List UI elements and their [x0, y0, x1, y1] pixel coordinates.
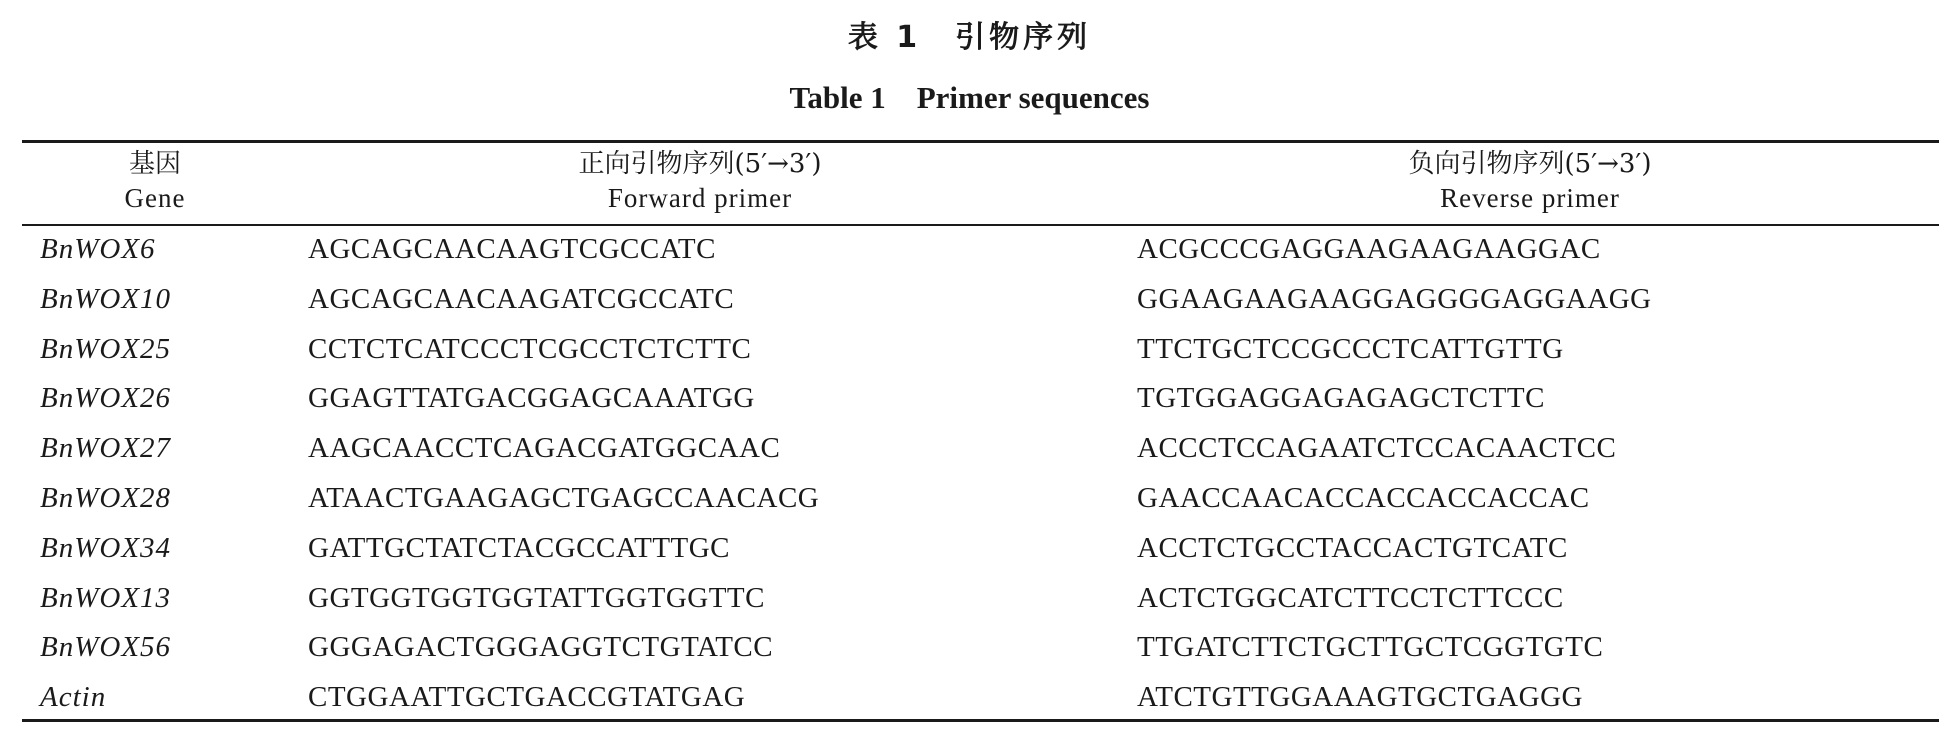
- header-forward-cn: 正向引物序列(5′→3′): [578, 149, 822, 179]
- forward-primer-cell: CCTCTCATCCCTCGCCTCTCTTC: [308, 332, 752, 365]
- table-bottom-rule: [22, 719, 1939, 722]
- forward-primer-cell: CTGGAATTGCTGACCGTATGAG: [308, 681, 746, 714]
- table-caption-english: Table 1 Primer sequences: [789, 80, 1150, 115]
- table-row: [0, 427, 1939, 477]
- forward-primer-cell: GGAGTTATGACGGAGCAAATGG: [308, 382, 755, 415]
- reverse-primer-cell: TGTGGAGGAGAGAGCTCTTC: [1137, 382, 1545, 415]
- reverse-primer-cell: ACGCCCGAGGAAGAAGAAGGAC: [1137, 233, 1601, 265]
- header-gene-cn: 基因: [128, 149, 181, 179]
- gene-name-cell: BnWOX13: [40, 581, 172, 614]
- reverse-primer-cell: GGAAGAAGAAGGAGGGGAGGAAGG: [1137, 282, 1652, 315]
- table-row: [0, 527, 1939, 577]
- table-top-rule: [22, 140, 1939, 143]
- gene-name-cell: BnWOX56: [40, 631, 172, 664]
- header-reverse-cn: 负向引物序列(5′→3′): [1408, 149, 1652, 179]
- reverse-primer-cell: TTGATCTTCTGCTTGCTCGGTGTC: [1137, 631, 1604, 664]
- forward-primer-cell: ATAACTGAAGAGCTGAGCCAACACG: [308, 481, 820, 514]
- table-row: [0, 328, 1939, 378]
- reverse-primer-cell: ACCTCTGCCTACCACTGTCATC: [1137, 531, 1568, 564]
- header-gene-en: Gene: [124, 183, 186, 213]
- header-forward-en: Forward primer: [607, 183, 793, 213]
- gene-name-cell: BnWOX27: [40, 432, 172, 465]
- header-forward-primer: [500, 147, 900, 215]
- table-row: [0, 228, 1939, 278]
- gene-name-cell: Actin: [40, 681, 107, 714]
- header-reverse-en: Reverse primer: [1440, 183, 1620, 213]
- table-header-rule: [22, 224, 1939, 226]
- table-row: [0, 626, 1939, 676]
- gene-name-cell: BnWOX6: [40, 233, 156, 265]
- reverse-primer-cell: GAACCAACACCACCACCACCAC: [1137, 481, 1590, 514]
- table-row: [0, 477, 1939, 527]
- gene-name-cell: BnWOX26: [40, 382, 172, 415]
- header-gene: [90, 147, 220, 215]
- forward-primer-cell: GATTGCTATCTACGCCATTTGC: [308, 531, 731, 564]
- table-row: [0, 377, 1939, 427]
- gene-name-cell: BnWOX10: [40, 282, 172, 315]
- forward-primer-cell: GGGAGACTGGGAGGTCTGTATCC: [308, 631, 774, 664]
- table-row: [0, 577, 1939, 627]
- gene-name-cell: BnWOX34: [40, 531, 172, 564]
- table-body: [0, 228, 1939, 726]
- forward-primer-cell: AGCAGCAACAAGTCGCCATC: [308, 233, 716, 265]
- forward-primer-cell: AAGCAACCTCAGACGATGGCAAC: [308, 432, 781, 465]
- reverse-primer-cell: ACCCTCCAGAATCTCCACAACTCC: [1137, 432, 1617, 465]
- reverse-primer-cell: TTCTGCTCCGCCCTCATTGTTG: [1137, 332, 1564, 365]
- forward-primer-cell: AGCAGCAACAAGATCGCCATC: [308, 282, 735, 315]
- table-caption-chinese: 表 1 引物序列: [847, 20, 1092, 55]
- table-row: [0, 278, 1939, 328]
- header-reverse-primer: [1330, 147, 1730, 215]
- reverse-primer-cell: ACTCTGGCATCTTCCTCTTCCC: [1137, 581, 1564, 614]
- forward-primer-cell: GGTGGTGGTGGTATTGGTGGTTC: [308, 581, 765, 614]
- gene-name-cell: BnWOX28: [40, 481, 172, 514]
- reverse-primer-cell: ATCTGTTGGAAAGTGCTGAGGG: [1137, 681, 1583, 714]
- gene-name-cell: BnWOX25: [40, 332, 172, 365]
